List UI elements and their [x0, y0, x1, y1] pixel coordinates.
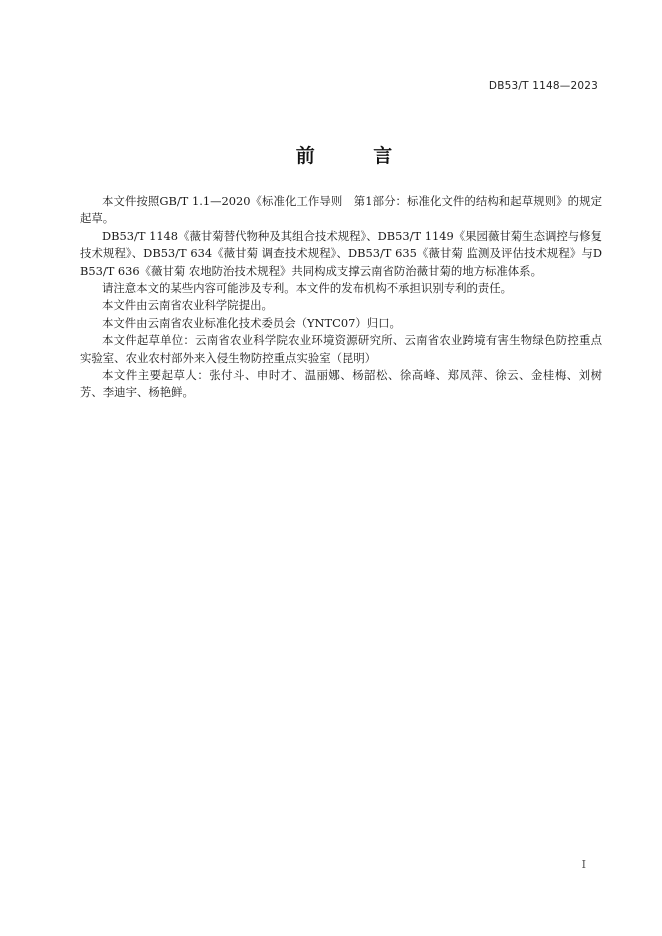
paragraph-drafters: 本文件主要起草人：张付斗、申时才、温丽娜、杨韶松、徐高峰、郑凤萍、徐云、金桂梅、刘树芳、李迪宇、杨艳鲜。 [80, 368, 602, 400]
page-number: I [581, 858, 586, 871]
standard-code: DB53/T 1148—2023 [488, 80, 598, 92]
page-title: 前 言 [295, 145, 419, 167]
paragraph-proposer: 本文件由云南省农业科学院提出。 [102, 298, 273, 313]
foreword-body [80, 193, 602, 402]
paragraph-drafting-basis: 本文件按照GB/T 1.1—2020《标准化工作导则 第1部分：标准化文件的结构和起草规则》的规定起草。 [80, 194, 602, 226]
paragraph-standard-system: DB53/T 1148《薇甘菊替代物种及其组合技术规程》、DB53/T 1149《果园薇甘菊生态调控与修复技术规程》、DB53/T 634《薇甘菊 调查技术规程》、DB53/T 635《薇甘菊 监测及评估技术规程》与DB53/T 636《薇甘菊 农地防治技术规程》共同构成支撑云南省防治薇甘菊的地方标准体系。 [80, 228, 602, 278]
paragraph-patent-notice: 请注意本文的某些内容可能涉及专利。本文件的发布机构不承担识别专利的责任。 [102, 281, 513, 296]
paragraph-drafting-units: 本文件起草单位：云南省农业科学院农业环境资源研究所、云南省农业跨境有害生物绿色防控重点实验室、农业农村部外来入侵生物防控重点实验室（昆明） [80, 333, 602, 365]
paragraph-committee: 本文件由云南省农业标准化技术委员会（YNTC07）归口。 [102, 315, 401, 330]
